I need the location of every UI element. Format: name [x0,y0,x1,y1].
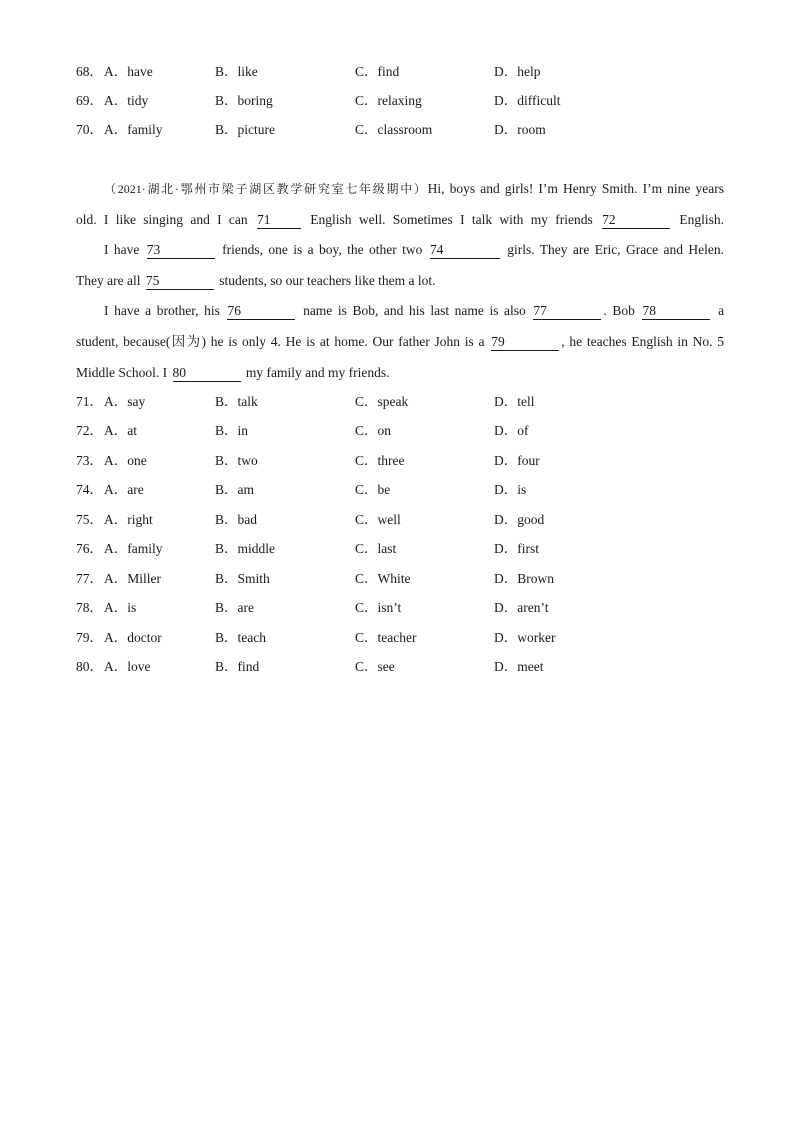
option-a: A．tidy [104,93,149,108]
passage-text: students, so our teachers like them a lot. [219,273,436,288]
option-d: D．Brown [494,571,554,586]
option-a: A．doctor [104,630,162,645]
passage-text: name is Bob, and his last name is also [303,303,526,318]
option-a: A．Miller [104,571,161,586]
question-number: 75． [76,512,103,527]
option-c: C．isn’t [355,600,402,615]
option-d: D．is [494,482,527,497]
passage-text: Hi, boys and girls! I’m Henry Smith. I’m nine years [427,181,724,196]
option-d: D．first [494,541,539,556]
passage-text: a [718,303,725,318]
passage-source: （2021·湖北·鄂州市梁子湖区教学研究室七年级期中） [104,182,428,196]
option-a: A．love [104,659,151,674]
option-a: A．have [104,64,153,79]
question-number: 70． [76,122,103,137]
option-c: C．see [355,659,395,674]
option-c: C．White [355,571,411,586]
option-a: A．family [104,122,163,137]
blank-79: 79 [491,334,559,351]
option-b: B．are [215,600,254,615]
blank-74: 74 [430,242,500,259]
blank-71: 71 [257,212,301,229]
option-a: A．say [104,394,146,409]
option-a: A．is [104,600,137,615]
option-a: A．right [104,512,153,527]
option-d: D．aren’t [494,600,549,615]
passage-text: girls. They are Eric, Grace and Helen. [507,242,725,257]
question-number: 69． [76,93,103,108]
option-b: B．middle [215,541,275,556]
option-b: B．am [215,482,254,497]
blank-75: 75 [146,273,214,290]
option-c: C．on [355,423,392,438]
question-number: 80． [76,659,103,674]
option-d: D．good [494,512,545,527]
option-c: C．three [355,453,405,468]
passage-text: old. I like singing and I can [76,212,248,227]
option-c: C．find [355,64,400,79]
option-a: A．family [104,541,163,556]
question-number: 77． [76,571,103,586]
option-d: D．room [494,122,546,137]
option-d: D．worker [494,630,556,645]
option-c: C．well [355,512,401,527]
passage-line [76,331,724,353]
question-number: 78． [76,600,103,615]
question-number: 68． [76,64,103,79]
option-c: C．teacher [355,630,417,645]
question-number: 73． [76,453,103,468]
passage-line [76,178,724,200]
blank-76: 76 [227,303,295,320]
blank-78: 78 [642,303,710,320]
passage-text: English well. Sometimes I talk with my friends [310,212,593,227]
passage-text: . Bob [603,303,635,318]
option-b: B．bad [215,512,257,527]
blank-73: 73 [147,242,215,259]
passage-line [76,239,724,261]
passage-text: my family and my friends. [245,365,390,380]
option-b: B．in [215,423,249,438]
option-b: B．find [215,659,260,674]
blank-72: 72 [602,212,670,229]
option-b: B．boring [215,93,273,108]
option-c: C．relaxing [355,93,422,108]
option-c: C．last [355,541,397,556]
question-number: 72． [76,423,103,438]
option-c: C．speak [355,394,409,409]
option-c: C．classroom [355,122,433,137]
passage-line [76,300,724,322]
option-b: B．Smith [215,571,270,586]
option-a: A．are [104,482,144,497]
option-d: D．help [494,64,541,79]
passage-text: English. [679,212,725,227]
question-number: 74． [76,482,103,497]
option-c: C．be [355,482,391,497]
blank-80: 80 [173,365,241,382]
option-d: D．of [494,423,529,438]
option-a: A．at [104,423,137,438]
blank-77: 77 [533,303,601,320]
option-b: B．talk [215,394,258,409]
option-d: D．four [494,453,540,468]
question-number: 79． [76,630,103,645]
option-d: D．difficult [494,93,561,108]
option-d: D．meet [494,659,544,674]
option-b: B．picture [215,122,275,137]
passage-line [76,209,724,231]
option-a: A．one [104,453,147,468]
question-number: 76． [76,541,103,556]
passage-text: They are all [76,273,141,288]
passage-text: Middle School. I [76,365,168,380]
option-b: B．teach [215,630,266,645]
option-b: B．like [215,64,258,79]
question-number: 71． [76,394,103,409]
passage-text: student, because(因为) he is only 4. He is at home. Our father John is a [76,334,485,349]
passage-text: I have a brother, his [104,303,220,318]
passage-text: I have [104,242,140,257]
passage-line [76,270,724,292]
passage-text: , he teaches English in No. 5 [561,334,725,349]
passage-text: friends, one is a boy, the other two [222,242,423,257]
option-b: B．two [215,453,258,468]
option-d: D．tell [494,394,535,409]
passage-line [76,362,724,384]
